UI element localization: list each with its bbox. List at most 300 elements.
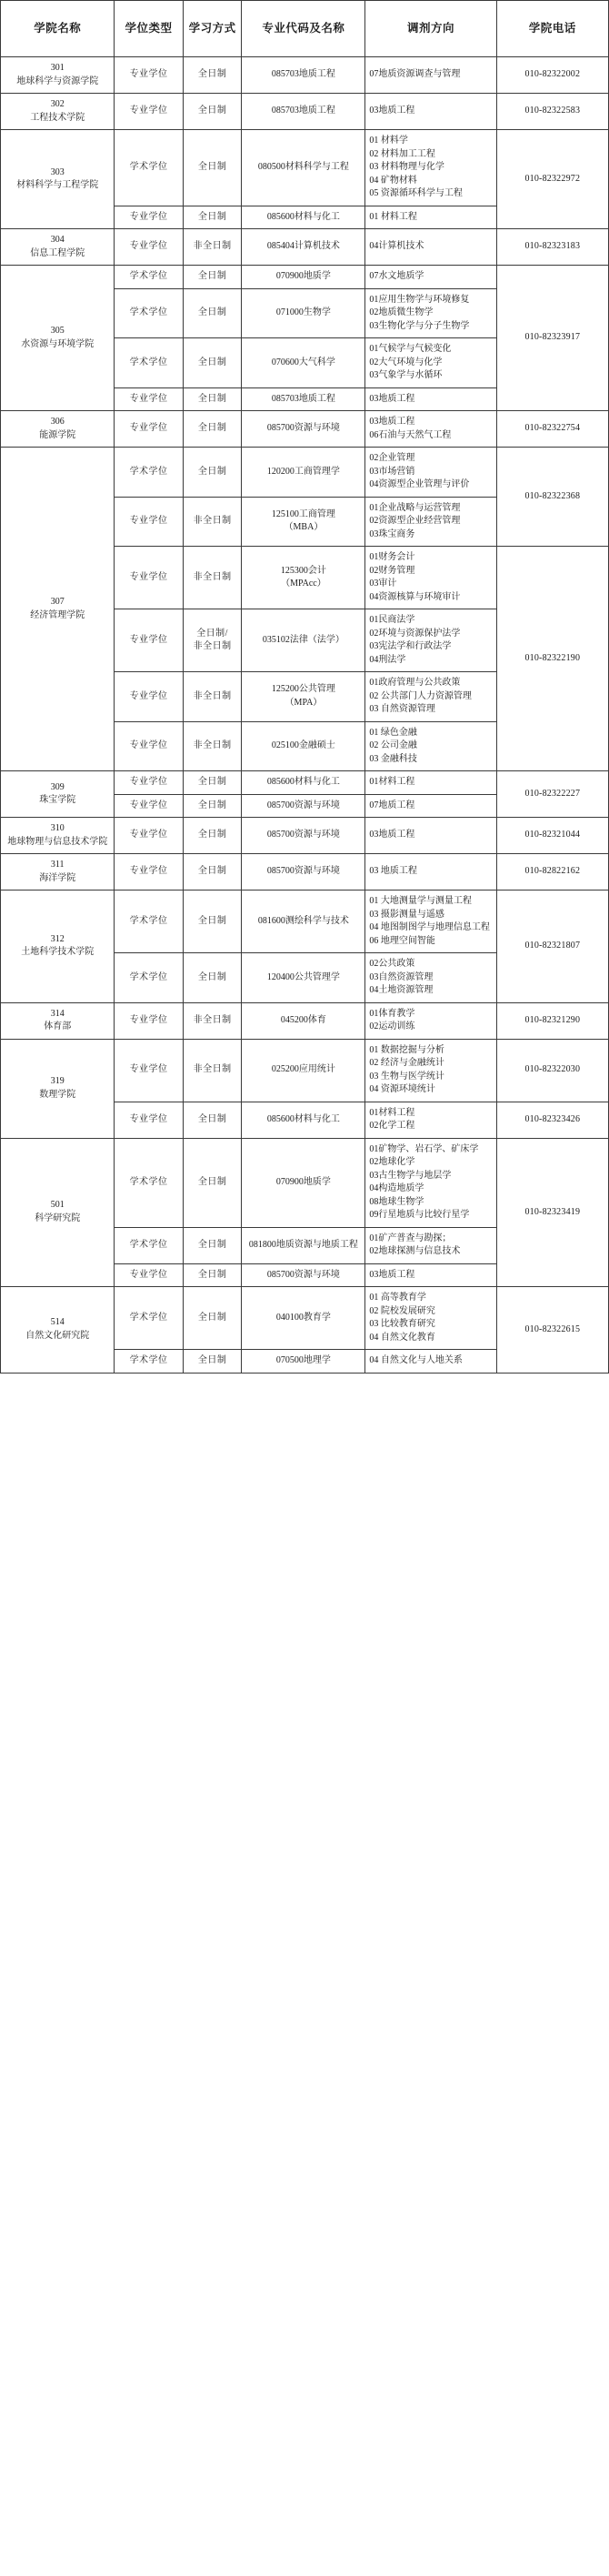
table-row [1,130,609,206]
maj-line: 085404计算机技术 [266,241,340,252]
cell-college-phone: 010-82322583 [496,94,608,130]
cell-major-code-name [242,953,365,1003]
table-row [1,818,609,854]
cell-college-name [1,448,115,771]
cell-college-name [1,771,115,818]
cell-study-mode [183,1350,242,1374]
table-row [1,1002,609,1039]
col-line: 514 [50,1317,65,1328]
cell-adjustment-direction [365,721,496,771]
col-line: 314 [50,1008,65,1019]
maj-line: 040100教育学 [275,1312,331,1323]
cell-adjustment-direction [365,497,496,547]
dir-line: 01企业战略与运营管理 [369,502,461,513]
dir-line: 01财务会计 [369,552,415,562]
cell-degree-type: 学术学位 [115,1350,183,1374]
col-line: 319 [50,1076,65,1086]
dir-line: 07地质资源调查与管理 [369,69,461,80]
cell-major-code-name [242,854,365,891]
cell-study-mode [183,130,242,206]
col-line: 水资源与环境学院 [21,338,95,349]
dir-line: 02 公共部门人力资源管理 [369,690,472,701]
dir-line: 03地质工程 [369,830,415,840]
mode-line: 非全日制 [193,641,232,651]
mode-line: 全日制 [197,777,227,787]
dir-line: 02地球探测与信息技术 [369,1246,461,1256]
dir-line: 02 院校发展研究 [369,1305,435,1316]
dir-line: 01 大地测量学与测量工程 [369,896,472,906]
cell-degree-type: 专业学位 [115,547,183,609]
cell-major-code-name [242,1350,365,1374]
col-line: 303 [50,166,65,177]
cell-major-code-name [242,288,365,338]
cell-college-name [1,411,115,448]
mode-line: 全日制 [197,393,227,404]
mode-line: 全日制 [197,1312,227,1323]
cell-adjustment-direction [365,891,496,953]
col-line: 经济管理学院 [30,609,85,620]
dir-line: 03宪法学和行政法学 [369,641,452,651]
dir-line: 06 地理空间智能 [369,935,435,946]
col-line: 地球科学与资源学院 [16,75,99,86]
cell-major-code-name [242,609,365,672]
maj-line: 070600大气科学 [271,357,335,367]
mode-line: 全日制 [197,1355,227,1365]
dir-line: 01 材料工程 [369,211,417,222]
cell-degree-type: 学术学位 [115,953,183,1003]
cell-adjustment-direction [365,1350,496,1374]
table-row [1,891,609,953]
dir-line: 07水文地质学 [369,271,424,281]
cell-major-code-name [242,1002,365,1039]
maj-line: 081600测绘科学与技术 [257,915,349,926]
cell-college-phone: 010-82323183 [496,229,608,266]
dir-line: 03 地质工程 [369,866,417,877]
dir-line: 02公共政策 [369,959,415,969]
dir-line: 04 地图制图学与地理信息工程 [369,922,490,932]
dir-line: 04 自然文化与人地关系 [369,1355,463,1365]
cell-degree-type: 学术学位 [115,130,183,206]
cell-study-mode [183,387,242,411]
dir-line: 03地质工程 [369,417,415,427]
cell-degree-type: 专业学位 [115,771,183,795]
cell-major-code-name [242,57,365,94]
dir-line: 06石油与天然气工程 [369,429,452,440]
dir-line: 02地球化学 [369,1157,415,1167]
maj-line: 025100金融硕士 [271,740,335,750]
cell-major-code-name [242,547,365,609]
dir-line: 01材料工程 [369,1107,415,1118]
col-line: 309 [50,781,65,792]
dir-line: 04土地资源管理 [369,985,434,995]
dir-line: 03地质工程 [369,393,415,404]
cell-college-phone: 010-82322754 [496,411,608,448]
cell-degree-type: 学术学位 [115,891,183,953]
cell-adjustment-direction [365,672,496,722]
cell-adjustment-direction [365,411,496,448]
dir-line: 03生物化学与分子生物学 [369,320,470,331]
cell-study-mode [183,448,242,498]
cell-college-name [1,229,115,266]
cell-adjustment-direction [365,794,496,818]
maj-line: （MPAcc） [281,579,326,589]
dir-line: 02 材料加工工程 [369,148,435,159]
cell-college-name [1,1039,115,1138]
dir-line: 02运动训练 [369,1021,415,1031]
maj-line: 120200工商管理学 [266,466,340,477]
table-row [1,448,609,498]
cell-major-code-name [242,1287,365,1350]
cell-study-mode [183,672,242,722]
cell-adjustment-direction [365,387,496,411]
cell-adjustment-direction [365,338,496,388]
dir-line: 03审计 [369,579,397,589]
dir-line: 03 比较教育研究 [369,1319,435,1329]
col-line: 海洋学院 [39,872,76,883]
cell-study-mode [183,794,242,818]
maj-line: 081800地质资源与地质工程 [248,1239,358,1250]
maj-line: 125200公共管理 [271,684,335,695]
cell-adjustment-direction [365,206,496,229]
cell-degree-type: 专业学位 [115,497,183,547]
cell-major-code-name [242,1138,365,1227]
cell-study-mode [183,609,242,672]
cell-college-name [1,891,115,1003]
col-line: 土地科学技术学院 [21,947,95,958]
dir-line: 08地球生物学 [369,1196,424,1207]
dir-line: 02化学工程 [369,1121,415,1131]
column-header-adjustment-direction: 调剂方向 [365,1,496,57]
mode-line: 全日制 [197,271,227,281]
dir-line: 02大气环境与化学 [369,357,443,367]
cell-study-mode [183,818,242,854]
cell-college-phone: 010-82322190 [496,547,608,771]
cell-adjustment-direction [365,609,496,672]
cell-degree-type: 学术学位 [115,1227,183,1263]
cell-study-mode [183,854,242,891]
cell-degree-type: 学术学位 [115,448,183,498]
dir-line: 01材料工程 [369,777,415,787]
cell-major-code-name [242,771,365,795]
mode-line: 非全日制 [193,1014,232,1025]
col-line: 307 [50,597,65,607]
dir-line: 04构造地质学 [369,1183,424,1193]
cell-study-mode [183,1002,242,1039]
cell-college-name [1,1002,115,1039]
dir-line: 01 高等教育学 [369,1293,426,1303]
cell-degree-type: 学术学位 [115,288,183,338]
cell-major-code-name [242,672,365,722]
col-line: 501 [50,1200,65,1211]
dir-line: 03地质工程 [369,106,415,116]
maj-line: 070900地质学 [275,271,331,281]
cell-adjustment-direction [365,1102,496,1138]
col-line: 301 [50,63,65,73]
dir-line: 01体育教学 [369,1008,415,1019]
cell-study-mode [183,721,242,771]
table-row [1,1039,609,1102]
cell-study-mode [183,891,242,953]
col-line: 科学研究院 [35,1213,81,1223]
dir-line: 01矿产普查与勘探； [369,1233,452,1243]
cell-college-phone: 010-82323917 [496,266,608,411]
dir-line: 04资源核算与环境审计 [369,591,461,602]
cell-major-code-name [242,497,365,547]
cell-major-code-name [242,794,365,818]
dir-line: 03 自然资源管理 [369,704,435,714]
dir-line: 02财务管理 [369,565,415,576]
table-body [1,57,609,1374]
cell-college-phone: 010-82323426 [496,1102,608,1138]
dir-line: 04计算机技术 [369,241,424,252]
cell-major-code-name [242,818,365,854]
cell-college-phone: 010-82322368 [496,448,608,547]
cell-major-code-name [242,1227,365,1263]
cell-major-code-name [242,206,365,229]
cell-major-code-name [242,387,365,411]
cell-adjustment-direction [365,547,496,609]
cell-major-code-name [242,1039,365,1102]
cell-study-mode [183,1039,242,1102]
cell-major-code-name [242,1263,365,1287]
maj-line: 125300会计 [280,565,326,576]
cell-study-mode [183,497,242,547]
maj-line: 085600材料与化工 [266,1113,340,1124]
cell-study-mode [183,94,242,130]
table-row [1,771,609,795]
cell-study-mode [183,953,242,1003]
cell-degree-type: 学术学位 [115,266,183,289]
cell-adjustment-direction [365,288,496,338]
cell-study-mode [183,338,242,388]
cell-degree-type: 专业学位 [115,229,183,266]
mode-line: 全日制 [197,211,227,222]
table-row [1,229,609,266]
cell-degree-type: 专业学位 [115,206,183,229]
maj-line: 025200应用统计 [271,1064,335,1075]
cell-degree-type: 专业学位 [115,1102,183,1138]
cell-college-name [1,1287,115,1374]
col-line: 305 [50,326,65,336]
cell-degree-type: 专业学位 [115,818,183,854]
dir-line: 02地质微生物学 [369,307,434,317]
cell-adjustment-direction [365,1039,496,1102]
cell-adjustment-direction [365,1263,496,1287]
table-row [1,854,609,891]
maj-line: 070500地理学 [275,1355,331,1365]
header-row [1,1,609,57]
mode-line: 非全日制 [193,571,232,582]
cell-college-name [1,1138,115,1287]
dir-line: 03古生物学与地层学 [369,1170,452,1181]
cell-degree-type: 专业学位 [115,94,183,130]
cell-adjustment-direction [365,229,496,266]
cell-adjustment-direction [365,1138,496,1227]
maj-line: 085700资源与环境 [266,866,340,877]
dir-line: 03珠宝商务 [369,528,415,539]
cell-adjustment-direction [365,94,496,130]
col-line: 工程技术学院 [30,112,85,123]
cell-college-phone: 010-82322227 [496,771,608,818]
maj-line: 125100工商管理 [271,508,335,519]
mode-line: 全日制 [197,971,227,982]
col-line: 304 [50,235,65,245]
mode-line: 非全日制 [193,516,232,526]
cell-college-phone: 010-82822162 [496,854,608,891]
mode-line: 非全日制 [193,740,232,750]
table-row [1,57,609,94]
cell-college-name [1,818,115,854]
column-header-major-code-name: 专业代码及名称 [242,1,365,57]
cell-study-mode [183,1102,242,1138]
table-row [1,411,609,448]
cell-study-mode [183,57,242,94]
col-line: 310 [50,823,65,833]
cell-degree-type: 学术学位 [115,1138,183,1227]
cell-study-mode [183,1263,242,1287]
cell-degree-type: 专业学位 [115,1039,183,1102]
col-line: 地球物理与信息技术学院 [7,836,108,847]
mode-line: 全日制/ [196,628,228,639]
column-header-study-mode: 学习方式 [183,1,242,57]
dir-line: 07地质工程 [369,800,415,810]
cell-college-phone: 010-82322615 [496,1287,608,1374]
col-line: 311 [50,860,65,870]
cell-study-mode [183,229,242,266]
cell-study-mode [183,206,242,229]
dir-line: 09行星地质与比较行星学 [369,1210,470,1220]
cell-major-code-name [242,229,365,266]
col-line: 自然文化研究院 [25,1330,90,1341]
cell-adjustment-direction [365,1227,496,1263]
table-row [1,1287,609,1350]
maj-line: 071000生物学 [275,307,331,317]
cell-degree-type: 专业学位 [115,854,183,891]
cell-adjustment-direction [365,771,496,795]
cell-college-name [1,94,115,130]
cell-major-code-name [242,130,365,206]
dir-line: 03自然资源管理 [369,971,434,982]
cell-college-phone: 010-82322030 [496,1039,608,1102]
dir-line: 01矿物学、岩石学、矿床学 [369,1143,479,1154]
dir-line: 03 金融科技 [369,753,417,764]
mode-line: 非全日制 [193,241,232,252]
mode-line: 全日制 [197,1176,227,1187]
maj-line: 080500材料科学与工程 [257,162,349,172]
dir-line: 03 材料物理与化学 [369,162,444,172]
maj-line: 085600材料与化工 [266,211,340,222]
cell-study-mode [183,1227,242,1263]
cell-degree-type: 专业学位 [115,794,183,818]
maj-line: 085703地质工程 [271,106,335,116]
maj-line: 085700资源与环境 [266,830,340,840]
col-line: 能源学院 [39,429,76,440]
cell-adjustment-direction [365,953,496,1003]
cell-degree-type: 专业学位 [115,411,183,448]
dir-line: 04 自然文化教育 [369,1332,435,1343]
maj-line: 045200体育 [280,1014,326,1025]
cell-degree-type: 专业学位 [115,57,183,94]
dir-line: 02资源型企业经营管理 [369,516,461,526]
maj-line: 085700资源与环境 [266,423,340,434]
col-line: 数理学院 [39,1089,76,1100]
cell-study-mode [183,266,242,289]
cell-degree-type: 学术学位 [115,1287,183,1350]
col-line: 312 [50,933,65,944]
col-line: 体育部 [44,1021,72,1031]
maj-line: 070900地质学 [275,1176,331,1187]
mode-line: 非全日制 [193,690,232,701]
cell-study-mode [183,771,242,795]
dir-line: 03 生物与医学统计 [369,1071,444,1082]
cell-degree-type: 专业学位 [115,609,183,672]
cell-study-mode [183,1138,242,1227]
col-line: 302 [50,99,65,109]
cell-college-phone: 010-82321044 [496,818,608,854]
cell-college-phone: 010-82322972 [496,130,608,229]
cell-study-mode [183,547,242,609]
mode-line: 全日制 [197,915,227,926]
dir-line: 01民商法学 [369,615,415,625]
cell-major-code-name [242,891,365,953]
dir-line: 02环境与资源保护法学 [369,628,461,639]
cell-study-mode [183,411,242,448]
maj-line: 085700资源与环境 [266,800,340,810]
cell-college-name [1,130,115,229]
cell-college-phone: 010-82321807 [496,891,608,1003]
cell-degree-type: 专业学位 [115,721,183,771]
maj-line: 085700资源与环境 [266,1269,340,1280]
dir-line: 01政府管理与公共政策 [369,678,461,688]
maj-line: 035102法律（法学） [262,634,344,645]
maj-line: （MPA） [285,697,323,708]
cell-study-mode [183,288,242,338]
cell-college-name [1,57,115,94]
mode-line: 全日制 [197,830,227,840]
table-header [1,1,609,57]
mode-line: 全日制 [197,866,227,877]
cell-adjustment-direction [365,1287,496,1350]
dir-line: 04资源型企业管理与评价 [369,479,470,489]
cell-college-name [1,266,115,411]
cell-adjustment-direction [365,130,496,206]
mode-line: 全日制 [197,106,227,116]
dir-line: 03地质工程 [369,1269,415,1280]
col-line: 材料科学与工程学院 [16,180,99,190]
mode-line: 全日制 [197,1113,227,1124]
table-row [1,266,609,289]
maj-line: 085703地质工程 [271,393,335,404]
cell-degree-type: 专业学位 [115,672,183,722]
dir-line: 01应用生物学与环境修复 [369,294,470,305]
mode-line: 非全日制 [193,1064,232,1075]
cell-major-code-name [242,448,365,498]
col-line: 306 [50,417,65,427]
dir-line: 03气象学与水循环 [369,370,443,380]
dir-line: 02企业管理 [369,453,415,463]
mode-line: 全日制 [197,1239,227,1250]
mode-line: 全日制 [197,162,227,172]
dir-line: 05 资源循环科学与工程 [369,188,463,198]
cell-degree-type: 学术学位 [115,338,183,388]
cell-adjustment-direction [365,1002,496,1039]
dir-line: 01 材料学 [369,136,408,146]
mode-line: 全日制 [197,466,227,477]
dir-line: 04 资源环境统计 [369,1084,435,1094]
dir-line: 03市场营销 [369,466,415,477]
column-header-college: 学院名称 [1,1,115,57]
cell-major-code-name [242,266,365,289]
